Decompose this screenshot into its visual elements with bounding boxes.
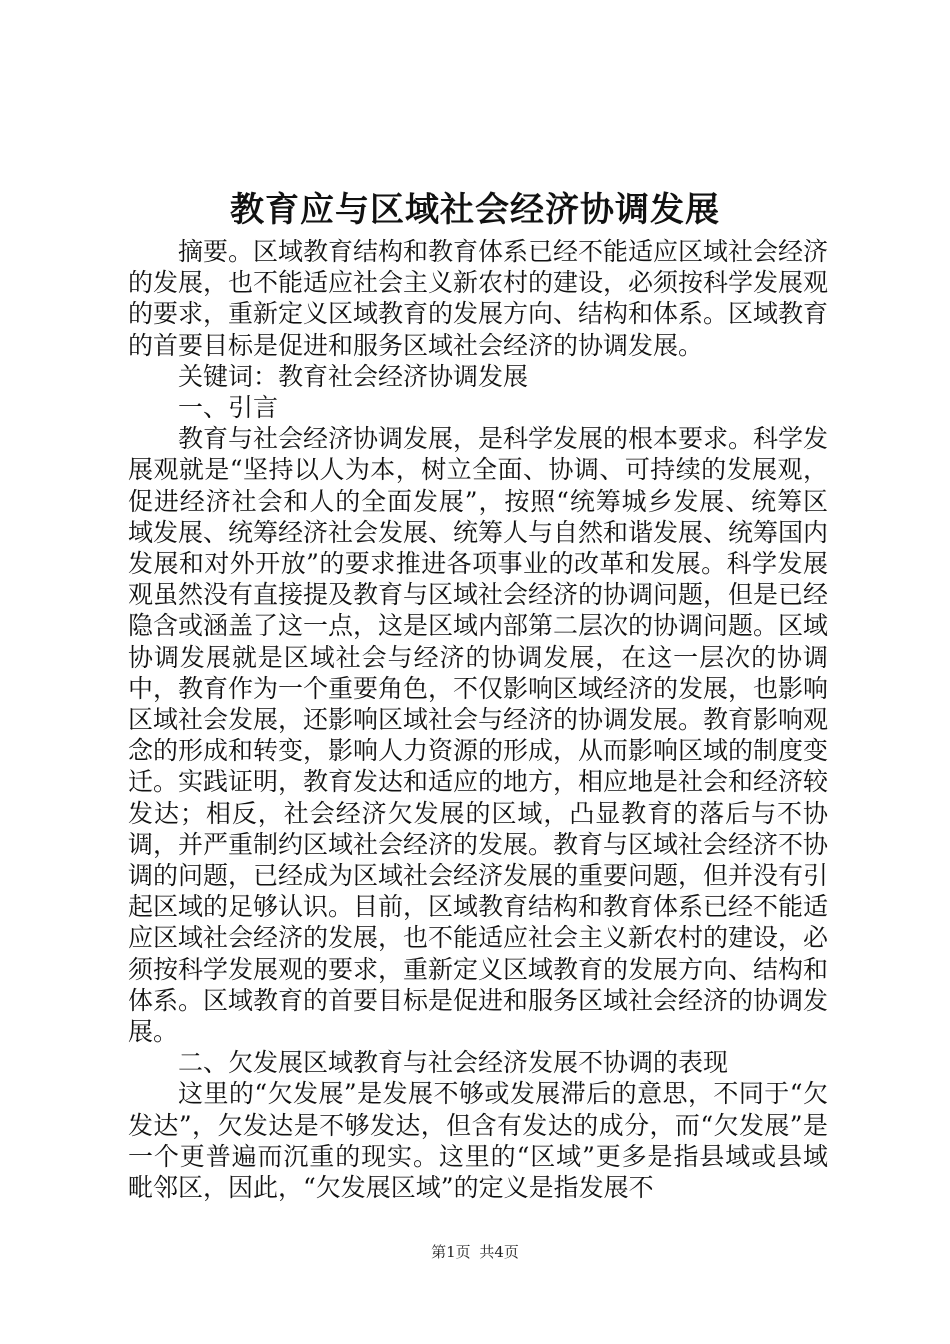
document-body: [128, 236, 828, 1203]
page-number: 第1页: [431, 1243, 471, 1261]
page-footer: [0, 1242, 950, 1262]
keywords-line: 关键词：教育社会经济协调发展: [178, 361, 529, 391]
document-title: 教育应与区域社会经济协调发展: [230, 190, 720, 230]
section-two-paragraph: 这里的“欠发展”是发展不够或发展滞后的意思，不同于“欠发达”，欠发达是不够发达，但含有发达的成分，而“欠发展”是一个更普遍而沉重的现实。这里的“区域”更多是指县域或县域毗邻区，因此，“欠发展区域”的定义是指发展不: [128, 1079, 828, 1203]
abstract-paragraph: 摘要。区域教育结构和教育体系已经不能适应区域社会经济的发展，也不能适应社会主义新农村的建设，必须按科学发展观的要求，重新定义区域教育的发展方向、结构和体系。区域教育的首要目标是促进和服务区域社会经济的协调发展。: [128, 237, 829, 360]
intro-paragraph: 教育与社会经济协调发展，是科学发展的根本要求。科学发展观就是“坚持以人为本，树立全面、协调、可持续的发展观，促进经济社会和人的全面发展”，按照“统筹城乡发展、统筹区域发展、统筹经济社会发展、统筹人与自然和谐发展、统筹国内发展和对外开放”的要求推进各项事业的改革和发展。科学发展观虽然没有直接提及教育与区域社会经济的协调问题，但是已经隐含或涵盖了这一点，这是区域内部第二层次的协调问题。区域协调发展就是区域社会与经济的协调发展，在这一层次的协调中，教育作为一个重要角色，不仅影响区域经济的发展，也影响区域社会发展，还影响区域社会与经济的协调发展。教育影响观念的形成和转变，影响人力资源的形成，从而影响区域的制度变迁。实践证明，教育发达和适应的地方，相应地是社会和经济较发达；相反，社会经济欠发展的区域，凸显教育的落后与不协调，并严重制约区域社会经济的发展。教育与区域社会经济不协调的问题，已经成为区域社会经济发展的重要问题，但并没有引起区域的足够认识。目前，区域教育结构和教育体系已经不能适应区域社会经济的发展，也不能适应社会主义新农村的建设，必须按科学发展观的要求，重新定义区域教育的发展方向、结构和体系。区域教育的首要目标是促进和服务区域社会经济的协调发展。: [128, 424, 829, 1047]
section-heading-intro: 一、引言: [178, 393, 279, 423]
page-total: 共4页: [479, 1243, 519, 1261]
section-heading-two: 二、欠发展区域教育与社会经济发展不协调的表现: [178, 1048, 729, 1078]
